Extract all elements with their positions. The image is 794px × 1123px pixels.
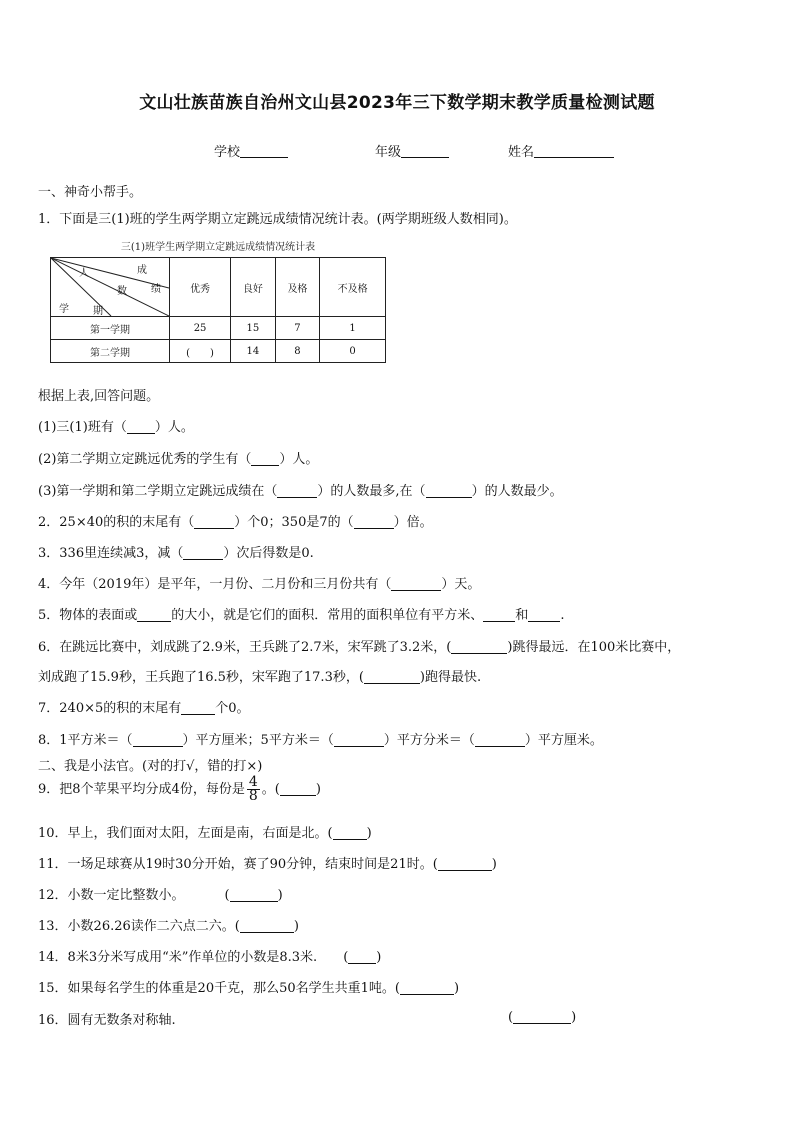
table-cell: 15 xyxy=(231,317,276,340)
score-table-figure xyxy=(50,238,386,363)
question-2: 2．25×40的积的末尾有（ ）个0；350是7的（ ）倍。 xyxy=(38,515,433,530)
diag-label-ren: 人 xyxy=(79,268,89,279)
table-caption: 三(1)班学生两学期立定跳远成绩情况统计表 xyxy=(120,242,316,253)
question-16: 16．圆有无数条对称轴. xyxy=(38,1013,176,1028)
question-1-1: (1)三(1)班有（ ）人。 xyxy=(38,420,194,435)
answer-blank[interactable] xyxy=(391,576,441,591)
grade-field xyxy=(375,141,449,160)
name-field xyxy=(508,141,614,160)
diagonal-header-cell xyxy=(51,258,170,317)
table-cell: 1 xyxy=(320,317,386,340)
table-cell: 7 xyxy=(275,317,320,340)
school-label: 学校 xyxy=(214,145,241,160)
name-label: 姓名 xyxy=(508,145,535,160)
answer-blank[interactable] xyxy=(475,732,525,747)
answer-blank[interactable] xyxy=(426,483,472,498)
diag-label-shu: 数 xyxy=(117,286,127,297)
question-12: 12．小数一定比整数小。 ( ) xyxy=(38,888,283,903)
question-5: 5．物体的表面或 的大小，就是它们的面积．常用的面积单位有平方米、 和 . xyxy=(38,608,565,623)
row-label: 第一学期 xyxy=(51,317,170,340)
question-15: 15．如果每名学生的体重是20千克，那么50名学生共重1吨。( ) xyxy=(38,981,460,996)
table-cell: 0 xyxy=(320,340,386,363)
table-header-row xyxy=(51,258,386,317)
question-6-line-1: 6．在跳远比赛中，刘成跳了2.9米，王兵跳了2.7米，宋军跳了3.2米，( )跳得最远．在100米比赛中， xyxy=(38,640,681,655)
question-6-line-2: 刘成跑了15.9秒，王兵跑了16.5秒，宋军跑了17.3秒，( )跑得最快. xyxy=(38,670,482,685)
table-cell: 25 xyxy=(170,317,231,340)
question-16-answer: ( ) xyxy=(508,1010,577,1025)
table-cell: 8 xyxy=(275,340,320,363)
answer-blank[interactable] xyxy=(137,607,171,622)
question-7: 7．240×5的积的末尾有 个0。 xyxy=(38,701,250,716)
question-11: 11．一场足球赛从19时30分开始，赛了90分钟，结束时间是21时。( ) xyxy=(38,857,497,872)
diag-label-xue: 学 xyxy=(59,304,69,315)
answer-blank[interactable] xyxy=(364,669,420,684)
answer-blank[interactable] xyxy=(483,607,515,622)
table-cell: 14 xyxy=(231,340,276,363)
question-13: 13．小数26.26读作二六点二六。( ) xyxy=(38,919,299,934)
table-row xyxy=(51,317,386,340)
section-2-heading: 二、我是小法官。(对的打√，错的打×) xyxy=(38,759,263,774)
grade-label: 年级 xyxy=(375,145,402,160)
answer-blank[interactable] xyxy=(127,419,155,434)
answer-blank[interactable] xyxy=(181,700,215,715)
answer-blank[interactable] xyxy=(528,607,560,622)
answer-blank[interactable] xyxy=(334,732,384,747)
page-title: 文山壮族苗族自治州文山县2023年三下数学期末教学质量检测试题 xyxy=(139,93,655,113)
question-4: 4．今年（2019年）是平年，一月份、二月份和三月份共有（ ）天。 xyxy=(38,577,481,592)
diag-label-qi: 期 xyxy=(93,306,103,317)
question-3: 3．336里连续减3，减（ ）次后得数是0. xyxy=(38,546,314,561)
answer-blank[interactable] xyxy=(348,949,376,964)
score-table xyxy=(50,257,386,363)
fraction-denominator: 8 xyxy=(248,788,258,804)
header-excellent: 优秀 xyxy=(170,258,231,317)
question-14: 14．8米3分米写成用“米”作单位的小数是8.3米. ( ) xyxy=(38,950,382,965)
school-field xyxy=(214,141,288,160)
question-1-3: (3)第一学期和第二学期立定跳远成绩在（ ）的人数最多,在（ ）的人数最少。 xyxy=(38,484,563,499)
diag-label-ji: 绩 xyxy=(151,284,161,295)
fraction-numerator: 4 xyxy=(248,774,258,790)
answer-blank[interactable] xyxy=(230,887,278,902)
school-blank xyxy=(240,143,288,158)
header-pass: 及格 xyxy=(275,258,320,317)
header-fail: 不及格 xyxy=(320,258,386,317)
table-row xyxy=(51,340,386,363)
question-1-prompt: 根据上表,回答问题。 xyxy=(38,389,160,404)
answer-blank[interactable] xyxy=(438,856,492,871)
answer-blank[interactable] xyxy=(451,639,507,654)
question-1: 1．下面是三(1)班的学生两学期立定跳远成绩情况统计表。(两学期班级人数相同)。 xyxy=(38,212,517,227)
question-1-2: (2)第二学期立定跳远优秀的学生有（ ）人。 xyxy=(38,452,319,467)
question-10: 10．早上，我们面对太阳，左面是南，右面是北。( ) xyxy=(38,826,372,841)
row-label: 第二学期 xyxy=(51,340,170,363)
name-blank xyxy=(534,143,614,158)
question-8: 8．1平方米＝（ ）平方厘米；5平方米＝（ ）平方分米＝（ ）平方厘米。 xyxy=(38,733,603,748)
answer-blank[interactable] xyxy=(354,514,394,529)
header-good: 良好 xyxy=(231,258,276,317)
answer-blank[interactable] xyxy=(333,825,367,840)
question-9: 9．把8个苹果平均分成4份，每份是 $\frac{4}{8}$ 。( ) xyxy=(38,774,321,804)
section-1-heading: 一、神奇小帮手。 xyxy=(38,185,143,200)
table-cell: ( ) xyxy=(170,340,231,363)
answer-blank[interactable] xyxy=(194,514,234,529)
answer-blank[interactable] xyxy=(280,781,316,796)
answer-blank[interactable] xyxy=(400,980,454,995)
fraction xyxy=(247,776,260,803)
diag-label-cheng: 成 xyxy=(137,265,147,276)
answer-blank[interactable] xyxy=(251,451,279,466)
answer-blank[interactable] xyxy=(240,918,294,933)
answer-blank[interactable] xyxy=(133,732,183,747)
answer-blank[interactable] xyxy=(277,483,317,498)
answer-blank[interactable] xyxy=(513,1009,571,1024)
answer-blank[interactable] xyxy=(183,545,223,560)
grade-blank xyxy=(401,143,449,158)
